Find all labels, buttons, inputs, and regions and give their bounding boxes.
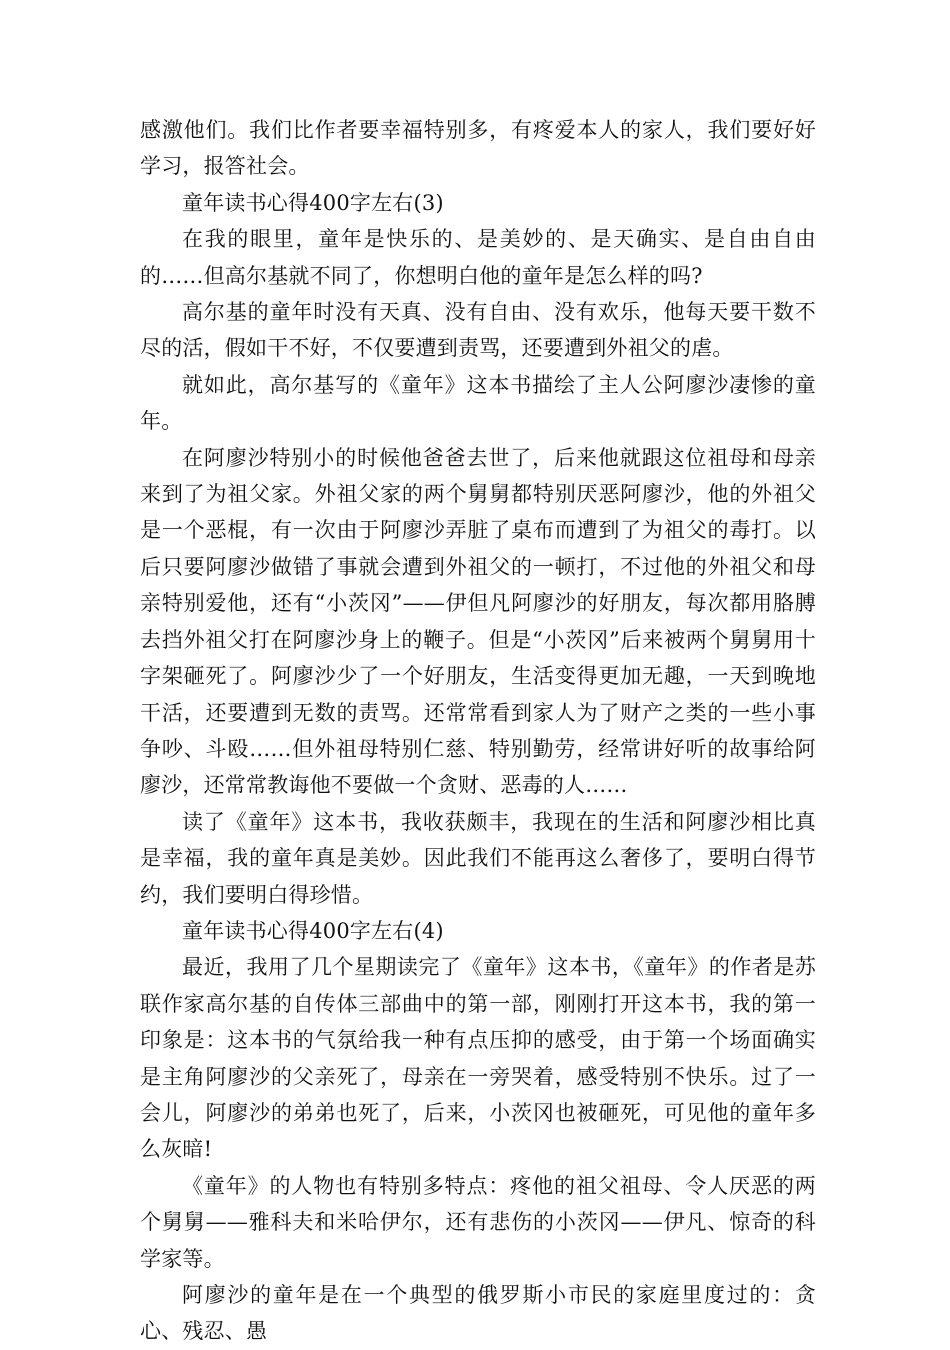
document-body: [140, 112, 816, 1350]
paragraph: 阿廖沙的童年是在一个典型的俄罗斯小市民的家庭里度过的：贪心、残忍、愚: [140, 1283, 816, 1344]
paragraph: 读了《童年》这本书，我收获颇丰，我现在的生活和阿廖沙相比真是幸福，我的童年真是美妙。因此我们不能再这么奢侈了，要明白得节约，我们要明白得珍惜。: [140, 809, 816, 907]
paragraph: 在我的眼里，童年是快乐的、是美妙的、是天确实、是自由自由的……但高尔基就不同了，你想明白他的童年是怎么样的吗?: [140, 227, 816, 288]
section-heading-4: 童年读书心得400字左右(4): [182, 918, 444, 943]
paragraph: 最近，我用了几个星期读完了《童年》这本书，《童年》的作者是苏联作家高尔基的自传体三部曲中的第一部，刚刚打开这本书，我的第一印象是：这本书的气氛给我一种有点压抑的感受，由于第一个场面确实是主角阿廖沙的父亲死了，母亲在一旁哭着，感受特别不快乐。过了一会儿，阿廖沙的弟弟也死了，后来，小茨冈也被砸死，可见他的童年多么灰暗!: [140, 955, 816, 1162]
paragraph: 《童年》的人物也有特别多特点：疼他的祖父祖母、令人厌恶的两个舅舅——雅科夫和米哈伊尔，还有悲伤的小茨冈——伊凡、惊奇的科学家等。: [140, 1173, 816, 1271]
paragraph-continuation: 感激他们。我们比作者要幸福特别多，有疼爱本人的家人，我们要好好学习，报答社会。: [140, 118, 816, 179]
paragraph: 就如此，高尔基写的《童年》这本书描绘了主人公阿廖沙凄惨的童年。: [140, 372, 816, 434]
paragraph: 高尔基的童年时没有天真、没有自由、没有欢乐，他每天要干数不尽的活，假如干不好，不仅要遭到责骂，还要遭到外祖父的虐。: [140, 300, 816, 361]
section-heading-3: 童年读书心得400字左右(3): [182, 190, 444, 215]
paragraph: 在阿廖沙特别小的时候他爸爸去世了，后来他就跟这位祖母和母亲来到了为祖父家。外祖父家的两个舅舅都特别厌恶阿廖沙，他的外祖父是一个恶棍，有一次由于阿廖沙弄脏了桌布而遭到了为祖父的毒打。以后只要阿廖沙做错了事就会遭到外祖父的一顿打，不过他的外祖父和母亲特别爱他，还有“小茨冈”——伊但凡阿廖沙的好朋友，每次都用胳膊去挡外祖父打在阿廖沙身上的鞭子。但是“小茨冈”后来被两个舅舅用十字架砸死了。阿廖沙少了一个好朋友，生活变得更加无趣，一天到晚地干活，还要遭到无数的责骂。还常常看到家人为了财产之类的一些小事争吵、斗殴……但外祖母特别仁慈、特别勤劳，经常讲好听的故事给阿廖沙，还常常教诲他不要做一个贪财、恶毒的人……: [140, 445, 816, 798]
